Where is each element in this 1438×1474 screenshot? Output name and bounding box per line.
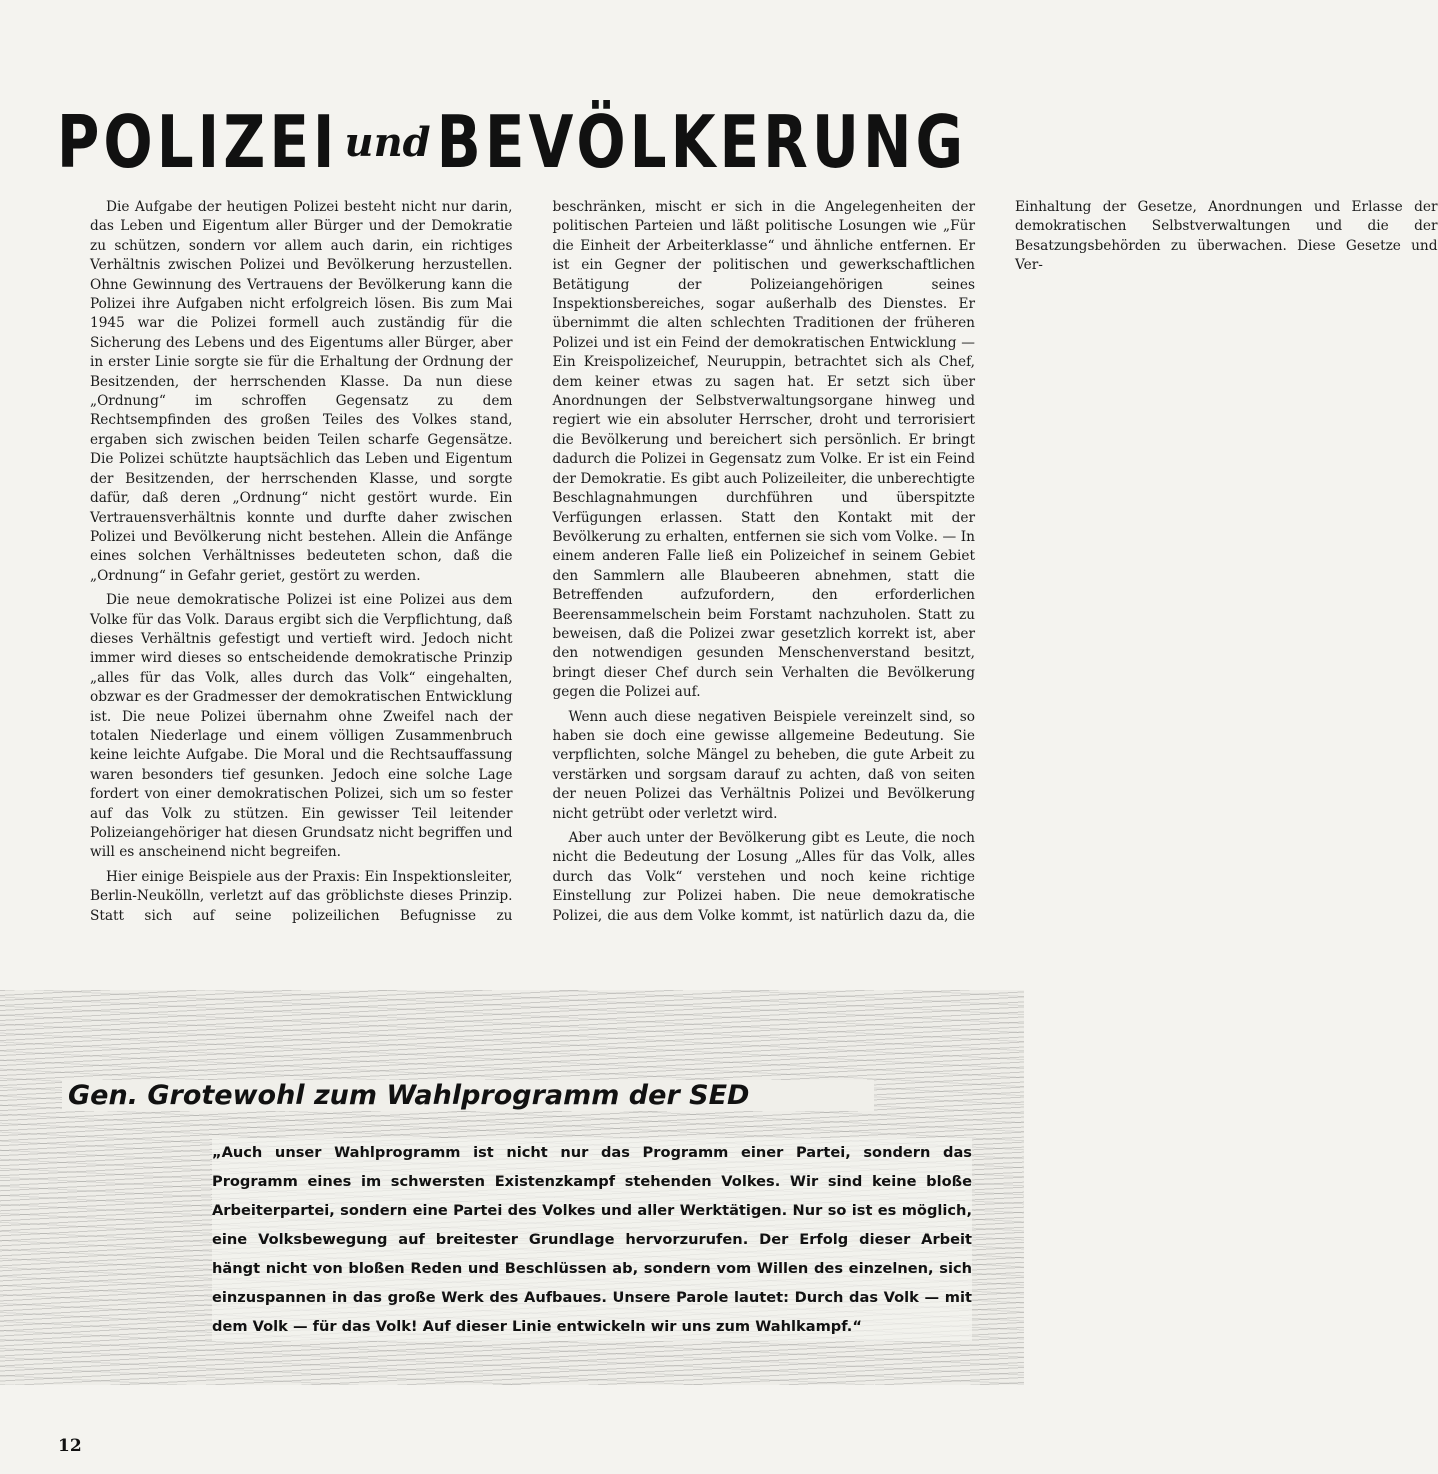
article-paragraph: Wenn auch diese negativen Beispiele vereinzelt sind, so haben sie doch eine gewisse allgemeine Bedeutung. Sie verpflichten, solche Mängel zu beheben, die gute Arbeit zu verstärken und sorgsam darauf zu achten, daß von seiten der neuen Polizei das Verhältnis Polizei und Bevölkerung nicht getrübt oder verletzt wird.: [552, 708, 975, 822]
headline-word-2: BEVÖLKERUNG: [436, 99, 968, 185]
quote-box-title: Gen. Grotewohl zum Wahlprogramm der SED: [62, 1080, 874, 1111]
headline: [0, 99, 1024, 185]
article-body: [90, 198, 1438, 938]
page-number: 12: [58, 1436, 82, 1456]
article-paragraph: Aber auch unter der Bevölkerung gibt es Leute, die noch nicht die Bedeutung der Losung „Alles für das Volk, alles durch das Volk“ verstehen und noch keine richtige Einstellung zur Polizei haben. Die neue demokratische Polizei, die aus dem Volke kommt, ist natürlich dazu da, die Einhaltung der Gesetze, Anordnungen und Erlasse der demokratischen Selbstverwaltungen und die der Besatzungsbehörden zu überwachen. Diese Gesetze und Ver-: [552, 199, 1438, 924]
article-paragraph: Die neue demokratische Polizei ist eine Polizei aus dem Volke für das Volk. Daraus ergibt sich die Verpflichtung, daß dieses Verhältnis gefestigt und vertieft wird. Jedoch nicht immer wird dieses so entscheidende demokratische Prinzip „alles für das Volk, alles durch das Volk“ eingehalten, obzwar es der Gradmesser der demokratischen Entwicklung ist. Die neue Polizei übernahm ohne Zweifel nach der totalen Niederlage und einem völligen Zusammenbruch keine leichte Aufgabe. Die Moral und die Rechtsauffassung waren besonders tief gesunken. Jedoch eine solche Lage fordert von einer demokratischen Polizei, sich um so fester auf das Volk zu stützen. Ein gewisser Teil leitender Polizeiangehöriger hat diesen Grundsatz nicht begriffen und will es anscheinend nicht begreifen.: [90, 592, 513, 861]
article-paragraph: Die Aufgabe der heutigen Polizei besteht nicht nur darin, das Leben und Eigentum aller Bürger und der Demokratie zu schützen, sondern vor allem auch darin, ein richtiges Verhältnis zwischen Polizei und Bevölkerung herzustellen. Ohne Gewinnung des Vertrauens der Bevölkerung kann die Polizei ihre Aufgaben nicht erfolgreich lösen. Bis zum Mai 1945 war die Polizei formell auch zuständig für die Sicherung des Lebens und des Eigentums aller Bürger, aber in erster Linie sorgte sie für die Erhaltung der Ordnung der Besitzenden, der herrschenden Klasse. Da nun diese „Ordnung“ im schroffen Gegensatz zu dem Rechtsempfinden des großen Teiles des Volkes stand, ergaben sich zwischen beiden Teilen scharfe Gegensätze. Die Polizei schützte hauptsächlich das Leben und Eigentum der Besitzenden, der herrschenden Klasse, und sorgte dafür, daß deren „Ordnung“ nicht gestört wurde. Ein Vertrauensverhältnis konnte und durfte daher zwischen Polizei und Bevölkerung nicht bestehen. Allein die Anfänge eines solchen Verhältnisses bedeuteten schon, daß die „Ordnung“ in Gefahr geriet, gestört zu werden.: [90, 199, 513, 584]
headline-word-1: POLIZEI: [56, 99, 339, 185]
headline-connector: und: [344, 118, 431, 166]
quote-box-text: „Auch unser Wahlprogramm ist nicht nur das Programm einer Partei, sondern das Programm eines im schwersten Existenzkampf stehenden Volkes. Wir sind keine bloße Arbeiterpartei, sondern eine Partei des Volkes und aller Werktätigen. Nur so ist es möglich, eine Volksbewegung auf breitester Grundlage hervorzurufen. Der Erfolg dieser Arbeit hängt nicht von bloßen Reden und Beschlüssen ab, sondern vom Willen des einzelnen, sich einzuspannen in das große Werk des Aufbaues. Unsere Parole lautet: Durch das Volk — mit dem Volk — für das Volk! Auf dieser Linie entwickeln wir uns zum Wahlkampf.“: [212, 1138, 972, 1341]
article-paragraph: Hier einige Beispiele aus der Praxis: Ein Inspektionsleiter, Berlin-Neukölln, verletzt auf das gröblichste dieses Prinzip. Statt sich auf seine polizeilichen Befugnisse zu beschränken, mischt er sich in die Angelegenheiten der politischen Parteien und läßt politische Losungen wie „Für die Einheit der Arbeiterklasse“ und ähnliche entfernen. Er ist ein Gegner der politischen und gewerkschaftlichen Betätigung der Polizeiangehörigen seines Inspektionsbereiches, sogar außerhalb des Dienstes. Er übernimmt die alten schlechten Traditionen der früheren Polizei und ist ein Feind der demokratischen Entwicklung — Ein Kreispolizeichef, Neuruppin, betrachtet sich als Chef, dem keiner etwas zu sagen hat. Er setzt sich über Anordnungen der Selbstverwaltungsorgane hinweg und regiert wie ein absoluter Herrscher, droht und terrorisiert die Bevölkerung und bereichert sich persönlich. Er bringt dadurch die Polizei in Gegensatz zum Volke. Er ist ein Feind der Demokratie. Es gibt auch Polizeileiter, die unberechtigte Beschlagnahmungen durchführen und überspitzte Verfügungen erlassen. Statt den Kontakt mit der Bevölkerung zu erhalten, entfernen sie sich vom Volke. — In einem anderen Falle ließ ein Polizeichef in seinem Gebiet den Sammlern alle Blaubeeren abnehmen, statt die Betreffenden aufzufordern, den erforderlichen Beerensammelschein beim Forstamt nachzuholen. Statt zu beweisen, daß die Polizei zwar gesetzlich korrekt ist, aber den notwendigen gesunden Menschenverstand besitzt, bringt dieser Chef durch sein Verhalten die Bevölkerung gegen die Polizei auf.: [90, 199, 975, 924]
